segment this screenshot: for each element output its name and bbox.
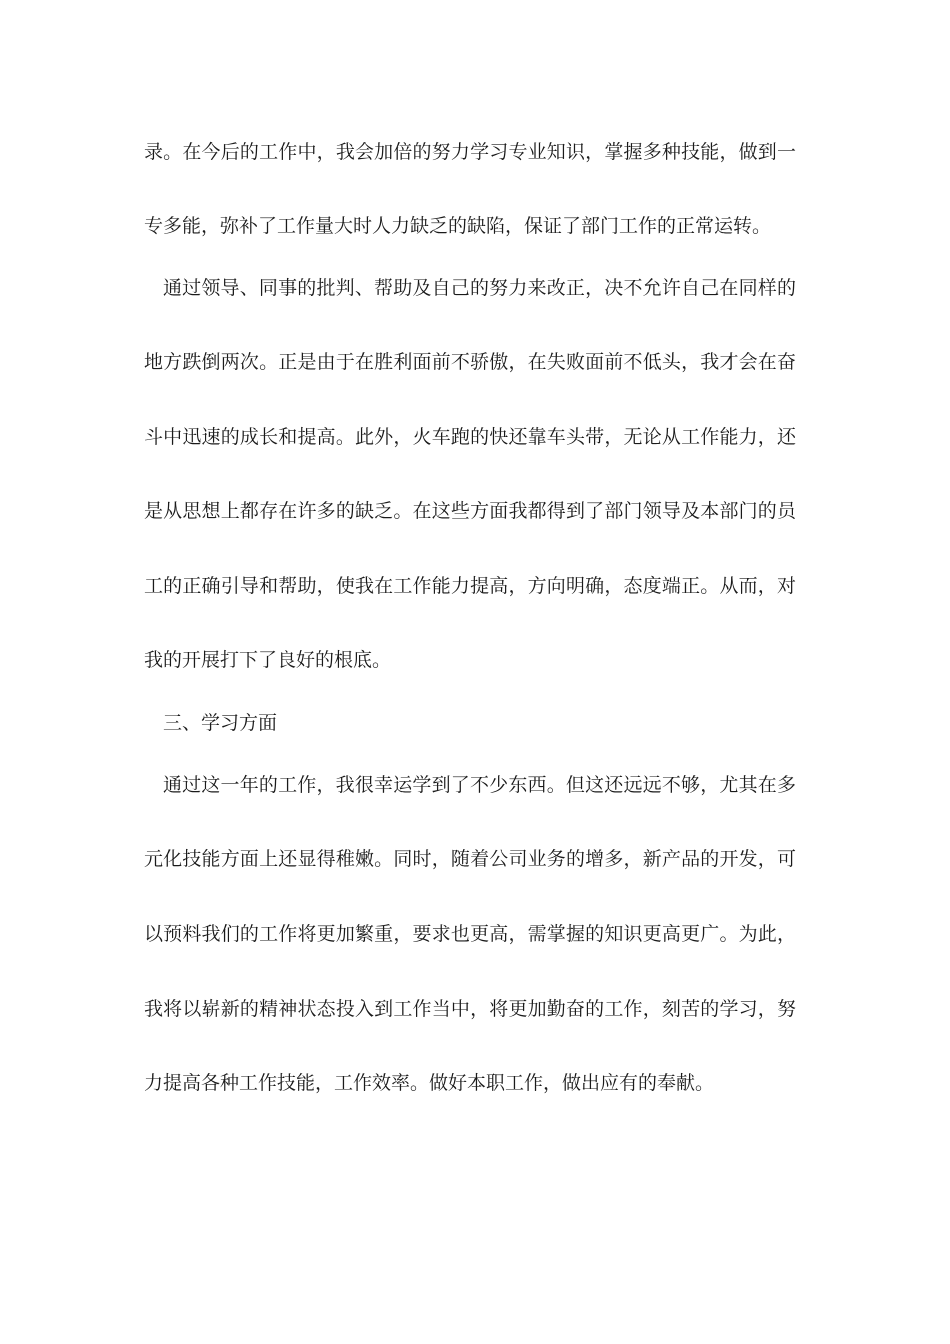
- paragraph-line-11: 以预料我们的工作将更加繁重，要求也更高，需掌握的知识更高更广。为此，: [144, 923, 796, 945]
- paragraph-line-8: 我的开展打下了良好的根底。: [144, 649, 392, 671]
- paragraph-line-4: 地方跌倒两次。正是由于在胜利面前不骄傲，在失败面前不低头，我才会在奋: [144, 351, 796, 373]
- paragraph-line-5: 斗中迅速的成长和提高。此外，火车跑的快还靠车头带，无论从工作能力，还: [144, 426, 796, 448]
- paragraph-line-9: 通过这一年的工作，我很幸运学到了不少东西。但这还远远不够，尤其在多: [163, 774, 796, 796]
- paragraph-line-2: 专多能，弥补了工作量大时人力缺乏的缺陷，保证了部门工作的正常运转。: [144, 215, 772, 237]
- paragraph-line-12: 我将以崭新的精神状态投入到工作当中，将更加勤奋的工作，刻苦的学习，努: [144, 998, 796, 1020]
- paragraph-line-3: 通过领导、同事的批判、帮助及自己的努力来改正，决不允许自己在同样的: [163, 277, 796, 299]
- paragraph-line-13: 力提高各种工作技能，工作效率。做好本职工作，做出应有的奉献。: [144, 1072, 715, 1094]
- paragraph-line-6: 是从思想上都存在许多的缺乏。在这些方面我都得到了部门领导及本部门的员: [144, 500, 796, 522]
- paragraph-line-1: 录。在今后的工作中，我会加倍的努力学习专业知识，掌握多种技能，做到一: [144, 141, 796, 163]
- paragraph-line-10: 元化技能方面上还显得稚嫩。同时，随着公司业务的增多，新产品的开发，可: [144, 848, 796, 870]
- section-heading: 三、学习方面: [163, 712, 278, 734]
- paragraph-line-7: 工的正确引导和帮助，使我在工作能力提高，方向明确，态度端正。从而，对: [144, 575, 796, 597]
